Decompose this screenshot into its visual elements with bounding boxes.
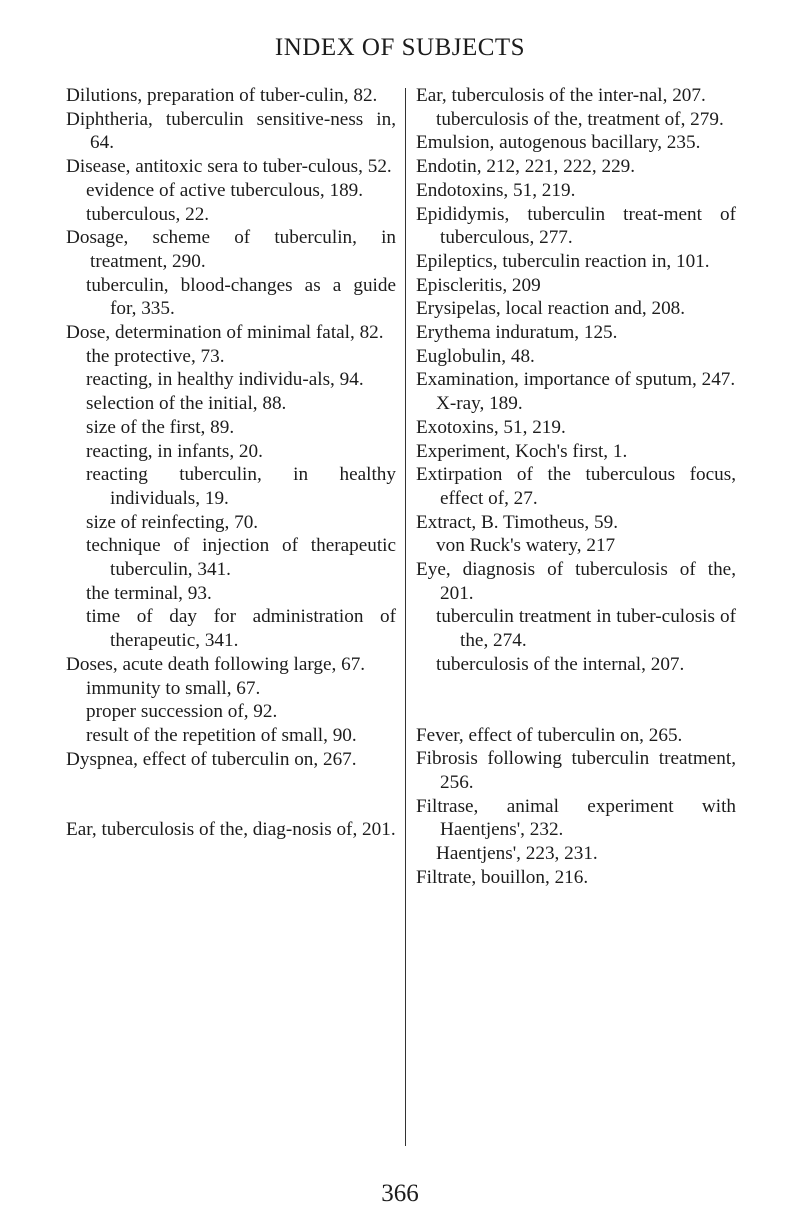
section-gap	[416, 677, 736, 724]
index-entry: Dilutions, preparation of tuber-culin, 82.	[66, 85, 378, 106]
index-entry: Ear, tuberculosis of the, diag-nosis of, 201.	[66, 819, 396, 841]
index-subentry: tuberculosis of the, treatment of, 279.	[436, 108, 724, 130]
index-entry: Extirpation of the tuberculous focus, effect of, 27.	[416, 464, 736, 509]
index-entry: Disease, antitoxic sera to tuber-culous, 52.	[66, 156, 392, 178]
index-entry: Episcleritis, 209	[416, 274, 541, 296]
index-entry: Doses, acute death following large, 67.	[66, 653, 366, 675]
index-subentry: tuberculin, blood-changes as a guide for, 335.	[86, 274, 396, 320]
index-entry: Eye, diagnosis of tuberculosis of the, 201.	[416, 559, 736, 604]
index-entry: Fever, effect of tuberculin on, 265.	[416, 724, 683, 746]
index-subentry: reacting tuberculin, in healthy individuals, 19.	[86, 464, 396, 509]
index-entry: Emulsion, autogenous bacillary, 235.	[416, 132, 701, 154]
index-entry: Filtrate, bouillon, 216.	[416, 866, 589, 888]
index-entry: Dosage, scheme of tuberculin, in treatment, 290.	[66, 227, 396, 272]
index-subentry: tuberculous, 22.	[86, 203, 210, 225]
index-entry: Examination, importance of sputum, 247.	[416, 369, 736, 391]
page-header: INDEX OF SUBJECTS	[274, 34, 526, 61]
index-subentry: result of the repetition of small, 90.	[86, 724, 357, 746]
right-column	[416, 84, 736, 890]
column-divider	[405, 88, 406, 1146]
index-subentry: size of the first, 89.	[86, 416, 235, 438]
index-subentry: X-ray, 189.	[436, 393, 523, 415]
index-entry: Erythema induratum, 125.	[416, 322, 618, 344]
index-subentry: size of reinfecting, 70.	[86, 511, 259, 533]
index-entry: Dose, determination of minimal fatal, 82.	[66, 322, 384, 344]
index-entry: Endotoxins, 51, 219.	[416, 179, 576, 201]
index-subentry: tuberculosis of the internal, 207.	[436, 653, 685, 675]
index-subentry: the protective, 73.	[86, 345, 225, 367]
index-entry: Ear, tuberculosis of the inter-nal, 207.	[416, 85, 706, 106]
index-entry: Erysipelas, local reaction and, 208.	[416, 298, 686, 320]
index-subentry: the terminal, 93.	[86, 582, 212, 604]
index-subentry: von Ruck's watery, 217	[436, 535, 616, 557]
index-entry: Exotoxins, 51, 219.	[416, 416, 566, 438]
index-entry: Endotin, 212, 221, 222, 229.	[416, 156, 636, 178]
index-entry: Dyspnea, effect of tuberculin on, 267.	[66, 748, 357, 770]
index-entry: Euglobulin, 48.	[416, 345, 535, 367]
index-subentry: immunity to small, 67.	[86, 677, 261, 699]
index-subentry: reacting, in infants, 20.	[86, 440, 263, 462]
index-entry: Filtrase, animal experiment with Haentjens', 232.	[416, 795, 736, 841]
index-subentry: reacting, in healthy individu-als, 94.	[86, 369, 364, 391]
index-subentry: Haentjens', 223, 231.	[436, 843, 598, 865]
index-subentry: evidence of active tuberculous, 189.	[86, 179, 364, 201]
index-entry: Epileptics, tuberculin reaction in, 101.	[416, 250, 710, 272]
index-subentry: time of day for administration of therapeutic, 341.	[86, 606, 396, 652]
section-gap	[66, 771, 396, 818]
index-entry: Epididymis, tuberculin treat-ment of tuberculous, 277.	[416, 203, 736, 249]
index-entry: Experiment, Koch's first, 1.	[416, 440, 628, 462]
index-subentry: technique of injection of therapeutic tuberculin, 341.	[86, 535, 396, 581]
index-entry: Extract, B. Timotheus, 59.	[416, 511, 619, 533]
index-entry: Diphtheria, tuberculin sensitive-ness in, 64.	[66, 108, 396, 154]
index-subentry: proper succession of, 92.	[86, 701, 278, 723]
index-subentry: tuberculin treatment in tuber-culosis of the, 274.	[436, 606, 736, 652]
page-number: 366	[381, 1180, 419, 1207]
left-column	[66, 84, 396, 842]
index-subentry: selection of the initial, 88.	[86, 393, 287, 415]
index-entry: Fibrosis following tuberculin treatment, 256.	[416, 748, 736, 793]
